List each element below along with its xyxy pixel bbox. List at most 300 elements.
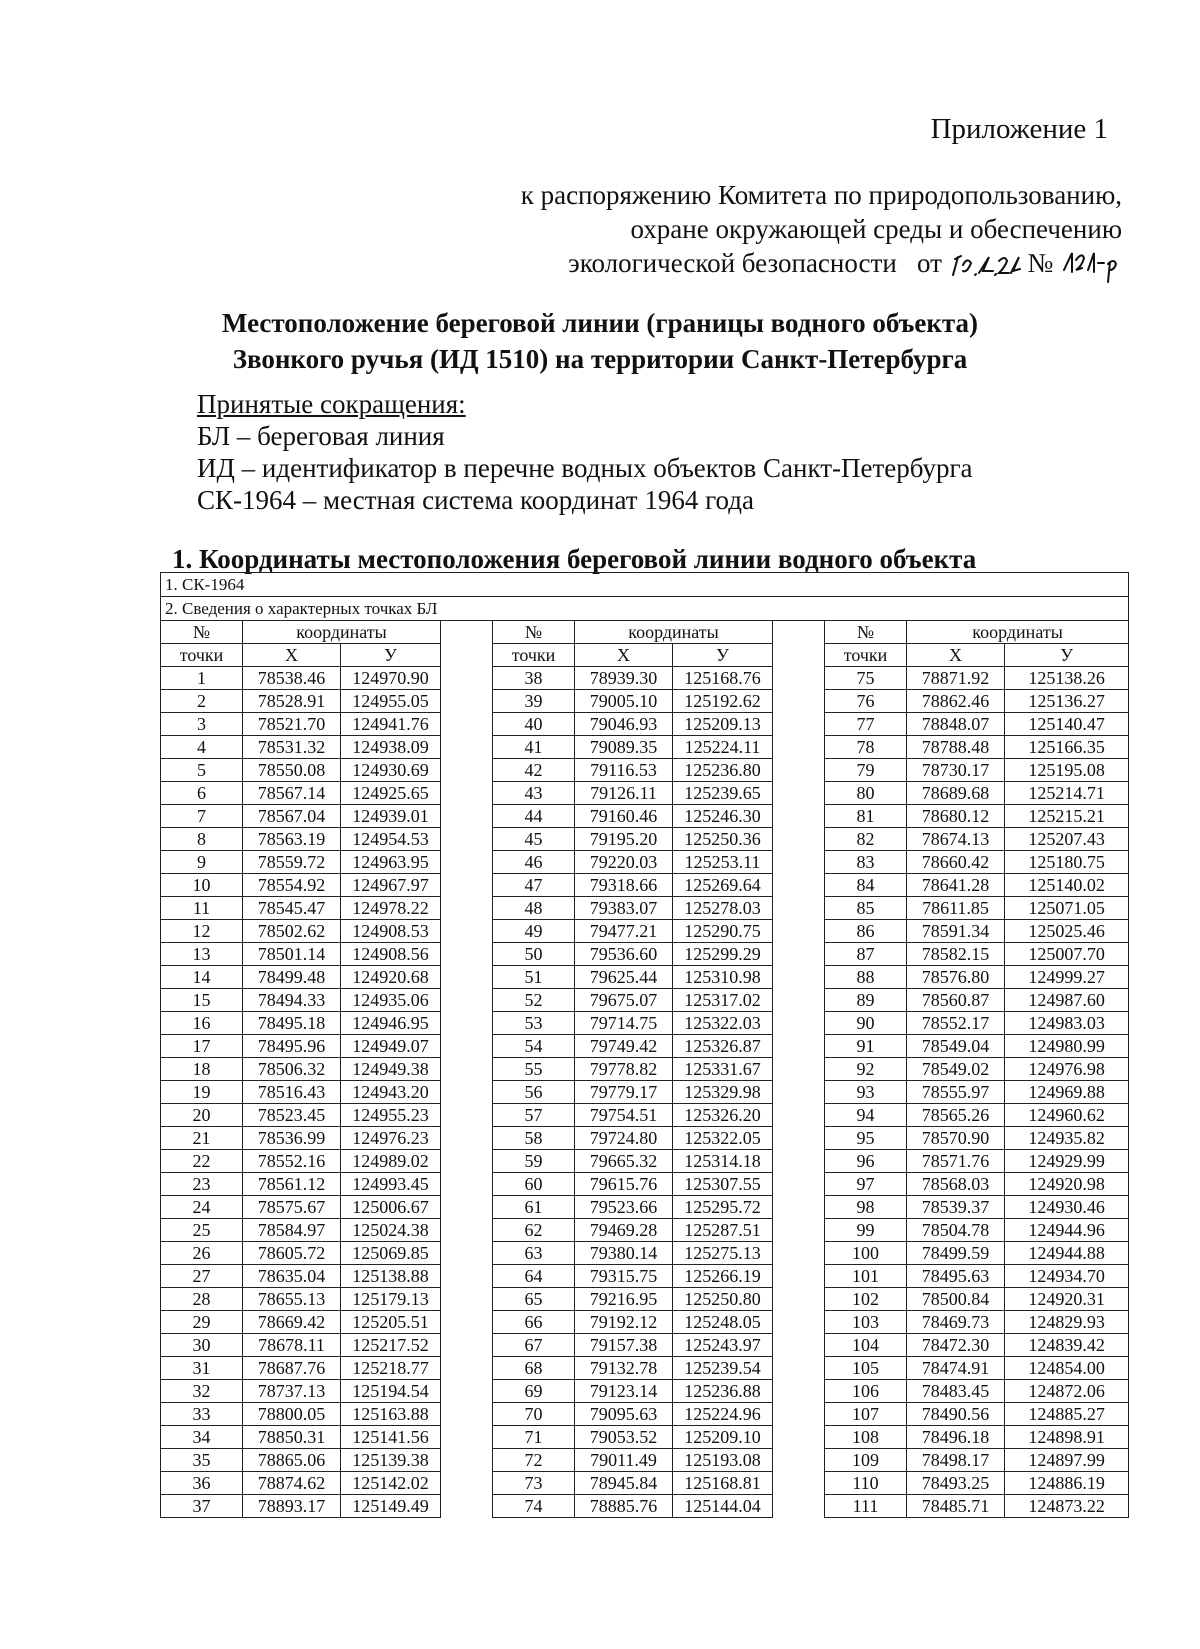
col-x: X	[575, 644, 673, 667]
column-gap	[441, 805, 493, 828]
point-number: 52	[493, 989, 575, 1012]
point-x: 78862.46	[907, 690, 1005, 713]
point-x: 78641.28	[907, 874, 1005, 897]
point-number: 82	[825, 828, 907, 851]
point-number: 32	[161, 1380, 243, 1403]
point-x: 79675.07	[575, 989, 673, 1012]
point-number: 106	[825, 1380, 907, 1403]
column-gap	[441, 736, 493, 759]
point-x: 78550.08	[243, 759, 341, 782]
table-row	[161, 828, 1129, 851]
column-gap	[773, 1426, 825, 1449]
point-number: 81	[825, 805, 907, 828]
col-y: У	[1005, 644, 1129, 667]
point-x: 78528.91	[243, 690, 341, 713]
point-y: 125266.19	[673, 1265, 773, 1288]
column-gap	[773, 1380, 825, 1403]
point-y: 124954.53	[341, 828, 441, 851]
abbreviation-item: БЛ – береговая линия	[197, 421, 445, 451]
column-gap	[441, 1058, 493, 1081]
col-point-no: №	[161, 621, 243, 644]
column-gap	[773, 851, 825, 874]
point-number: 16	[161, 1012, 243, 1035]
column-gap	[441, 1219, 493, 1242]
point-y: 125295.72	[673, 1196, 773, 1219]
point-y: 125195.08	[1005, 759, 1129, 782]
point-y: 124943.20	[341, 1081, 441, 1104]
point-number: 91	[825, 1035, 907, 1058]
table-row	[161, 1150, 1129, 1173]
point-x: 78680.12	[907, 805, 1005, 828]
column-gap	[441, 1403, 493, 1426]
point-y: 124980.99	[1005, 1035, 1129, 1058]
point-number: 37	[161, 1495, 243, 1518]
point-x: 79714.75	[575, 1012, 673, 1035]
point-y: 124949.07	[341, 1035, 441, 1058]
point-y: 124955.23	[341, 1104, 441, 1127]
point-y: 124873.22	[1005, 1495, 1129, 1518]
point-y: 125192.62	[673, 690, 773, 713]
point-x: 79383.07	[575, 897, 673, 920]
table-row	[161, 1035, 1129, 1058]
column-gap	[441, 897, 493, 920]
point-y: 124941.76	[341, 713, 441, 736]
point-y: 125307.55	[673, 1173, 773, 1196]
table-row	[161, 1472, 1129, 1495]
point-x: 78570.90	[907, 1127, 1005, 1150]
point-y: 125250.36	[673, 828, 773, 851]
point-x: 79095.63	[575, 1403, 673, 1426]
point-number: 93	[825, 1081, 907, 1104]
point-number: 101	[825, 1265, 907, 1288]
table-row	[161, 1058, 1129, 1081]
point-x: 79536.60	[575, 943, 673, 966]
point-number: 27	[161, 1265, 243, 1288]
point-y: 124987.60	[1005, 989, 1129, 1012]
point-number: 94	[825, 1104, 907, 1127]
column-gap	[773, 1127, 825, 1150]
point-number: 12	[161, 920, 243, 943]
point-y: 125214.71	[1005, 782, 1129, 805]
point-y: 124976.98	[1005, 1058, 1129, 1081]
point-number: 76	[825, 690, 907, 713]
column-gap	[773, 644, 825, 667]
point-y: 125163.88	[341, 1403, 441, 1426]
column-gap	[773, 897, 825, 920]
point-y: 125136.27	[1005, 690, 1129, 713]
point-number: 69	[493, 1380, 575, 1403]
point-y: 124978.22	[341, 897, 441, 920]
point-y: 125207.43	[1005, 828, 1129, 851]
point-y: 125218.77	[341, 1357, 441, 1380]
point-number: 56	[493, 1081, 575, 1104]
point-number: 78	[825, 736, 907, 759]
point-number: 46	[493, 851, 575, 874]
point-x: 79778.82	[575, 1058, 673, 1081]
point-y: 124949.38	[341, 1058, 441, 1081]
point-x: 78485.71	[907, 1495, 1005, 1518]
point-x: 78521.70	[243, 713, 341, 736]
point-number: 5	[161, 759, 243, 782]
column-gap	[441, 1012, 493, 1035]
column-gap	[773, 1150, 825, 1173]
point-x: 78495.96	[243, 1035, 341, 1058]
point-y: 125236.88	[673, 1380, 773, 1403]
point-y: 125205.51	[341, 1311, 441, 1334]
point-x: 79749.42	[575, 1035, 673, 1058]
point-x: 78493.25	[907, 1472, 1005, 1495]
column-gap	[441, 1472, 493, 1495]
coordinates-table	[160, 572, 1129, 1518]
point-y: 125314.18	[673, 1150, 773, 1173]
point-number: 22	[161, 1150, 243, 1173]
column-gap	[773, 1012, 825, 1035]
column-gap	[441, 874, 493, 897]
point-x: 79754.51	[575, 1104, 673, 1127]
point-y: 125239.65	[673, 782, 773, 805]
point-number: 98	[825, 1196, 907, 1219]
handwritten-number	[1060, 248, 1122, 284]
point-y: 124944.88	[1005, 1242, 1129, 1265]
point-number: 26	[161, 1242, 243, 1265]
point-x: 79192.12	[575, 1311, 673, 1334]
point-y: 124925.65	[341, 782, 441, 805]
point-x: 79779.17	[575, 1081, 673, 1104]
point-y: 124920.98	[1005, 1173, 1129, 1196]
point-y: 124885.27	[1005, 1403, 1129, 1426]
point-x: 79195.20	[575, 828, 673, 851]
table-row	[161, 1311, 1129, 1334]
point-number: 62	[493, 1219, 575, 1242]
point-number: 84	[825, 874, 907, 897]
point-x: 78474.91	[907, 1357, 1005, 1380]
point-number: 77	[825, 713, 907, 736]
point-x: 78502.62	[243, 920, 341, 943]
point-x: 78501.14	[243, 943, 341, 966]
date-prefix: от	[917, 248, 942, 278]
point-y: 125194.54	[341, 1380, 441, 1403]
point-number: 20	[161, 1104, 243, 1127]
point-x: 78555.97	[907, 1081, 1005, 1104]
point-y: 124955.05	[341, 690, 441, 713]
column-gap	[773, 782, 825, 805]
point-y: 125209.10	[673, 1426, 773, 1449]
col-coordinates: координаты	[907, 621, 1129, 644]
point-number: 58	[493, 1127, 575, 1150]
column-gap	[441, 1150, 493, 1173]
table-row	[161, 1288, 1129, 1311]
point-y: 125269.64	[673, 874, 773, 897]
point-x: 79157.38	[575, 1334, 673, 1357]
point-number: 21	[161, 1127, 243, 1150]
point-x: 78554.92	[243, 874, 341, 897]
point-y: 125179.13	[341, 1288, 441, 1311]
table-row	[161, 1357, 1129, 1380]
points-info-row: 2. Сведения о характерных точках БЛ	[161, 597, 1129, 621]
col-coordinates: координаты	[243, 621, 441, 644]
point-number: 67	[493, 1334, 575, 1357]
point-number: 33	[161, 1403, 243, 1426]
point-x: 78591.34	[907, 920, 1005, 943]
point-number: 36	[161, 1472, 243, 1495]
col-y: У	[673, 644, 773, 667]
point-x: 78539.37	[907, 1196, 1005, 1219]
point-y: 124983.03	[1005, 1012, 1129, 1035]
point-x: 78567.04	[243, 805, 341, 828]
column-gap	[773, 1058, 825, 1081]
point-y: 125329.98	[673, 1081, 773, 1104]
point-y: 124854.00	[1005, 1357, 1129, 1380]
point-y: 124935.82	[1005, 1127, 1129, 1150]
column-gap	[773, 1219, 825, 1242]
point-x: 78523.45	[243, 1104, 341, 1127]
column-gap	[773, 713, 825, 736]
point-number: 54	[493, 1035, 575, 1058]
point-number: 70	[493, 1403, 575, 1426]
point-x: 78545.47	[243, 897, 341, 920]
point-y: 124872.06	[1005, 1380, 1129, 1403]
point-x: 79315.75	[575, 1265, 673, 1288]
point-x: 79116.53	[575, 759, 673, 782]
point-number: 111	[825, 1495, 907, 1518]
point-number: 6	[161, 782, 243, 805]
point-number: 68	[493, 1357, 575, 1380]
column-gap	[773, 1288, 825, 1311]
point-number: 10	[161, 874, 243, 897]
point-y: 125217.52	[341, 1334, 441, 1357]
point-x: 78506.32	[243, 1058, 341, 1081]
column-gap	[773, 759, 825, 782]
table-row	[161, 1104, 1129, 1127]
point-number: 86	[825, 920, 907, 943]
point-y: 124934.70	[1005, 1265, 1129, 1288]
point-y: 124886.19	[1005, 1472, 1129, 1495]
point-y: 125317.02	[673, 989, 773, 1012]
table-row	[161, 713, 1129, 736]
table-row	[161, 1081, 1129, 1104]
point-number: 38	[493, 667, 575, 690]
column-gap	[441, 1288, 493, 1311]
point-y: 125236.80	[673, 759, 773, 782]
point-y: 125149.49	[341, 1495, 441, 1518]
point-y: 125168.81	[673, 1472, 773, 1495]
point-y: 125209.13	[673, 713, 773, 736]
column-gap	[773, 1472, 825, 1495]
point-y: 125025.46	[1005, 920, 1129, 943]
point-x: 78538.46	[243, 667, 341, 690]
point-number: 30	[161, 1334, 243, 1357]
point-number: 61	[493, 1196, 575, 1219]
point-x: 79724.80	[575, 1127, 673, 1150]
point-y: 125275.13	[673, 1242, 773, 1265]
point-y: 124946.95	[341, 1012, 441, 1035]
point-x: 78531.32	[243, 736, 341, 759]
column-gap	[773, 1495, 825, 1518]
point-y: 125144.04	[673, 1495, 773, 1518]
column-gap	[441, 759, 493, 782]
abbreviations-block	[197, 388, 973, 516]
column-gap	[441, 1380, 493, 1403]
point-x: 78850.31	[243, 1426, 341, 1449]
point-x: 78871.92	[907, 667, 1005, 690]
point-y: 125142.02	[341, 1472, 441, 1495]
point-x: 78561.12	[243, 1173, 341, 1196]
point-number: 97	[825, 1173, 907, 1196]
column-gap	[441, 1311, 493, 1334]
point-x: 79126.11	[575, 782, 673, 805]
point-number: 29	[161, 1311, 243, 1334]
point-x: 79380.14	[575, 1242, 673, 1265]
point-x: 79053.52	[575, 1426, 673, 1449]
point-y: 125278.03	[673, 897, 773, 920]
point-x: 79123.14	[575, 1380, 673, 1403]
point-number: 99	[825, 1219, 907, 1242]
table-row	[161, 736, 1129, 759]
point-number: 40	[493, 713, 575, 736]
point-number: 104	[825, 1334, 907, 1357]
point-x: 78472.30	[907, 1334, 1005, 1357]
point-y: 125138.88	[341, 1265, 441, 1288]
column-gap	[773, 805, 825, 828]
point-x: 78552.17	[907, 1012, 1005, 1035]
table-row	[161, 943, 1129, 966]
point-number: 87	[825, 943, 907, 966]
column-gap	[441, 1127, 493, 1150]
point-y: 124989.02	[341, 1150, 441, 1173]
point-x: 78499.48	[243, 966, 341, 989]
point-y: 125331.67	[673, 1058, 773, 1081]
point-x: 78582.15	[907, 943, 1005, 966]
column-gap	[441, 621, 493, 644]
point-number: 50	[493, 943, 575, 966]
title-line-2: Звонкого ручья (ИД 1510) на территории Санкт-Петербурга	[232, 344, 968, 374]
point-y: 124930.69	[341, 759, 441, 782]
table-row	[161, 805, 1129, 828]
point-number: 7	[161, 805, 243, 828]
point-x: 78498.17	[907, 1449, 1005, 1472]
point-x: 78516.43	[243, 1081, 341, 1104]
point-y: 124839.42	[1005, 1334, 1129, 1357]
column-gap	[773, 736, 825, 759]
point-y: 125326.87	[673, 1035, 773, 1058]
point-y: 124908.56	[341, 943, 441, 966]
column-gap	[441, 1449, 493, 1472]
point-x: 78576.80	[907, 966, 1005, 989]
column-gap	[773, 1242, 825, 1265]
table-row	[161, 782, 1129, 805]
point-x: 78611.85	[907, 897, 1005, 920]
table-row	[161, 920, 1129, 943]
point-x: 79523.66	[575, 1196, 673, 1219]
point-number: 48	[493, 897, 575, 920]
point-number: 14	[161, 966, 243, 989]
point-number: 19	[161, 1081, 243, 1104]
point-x: 78678.11	[243, 1334, 341, 1357]
point-y: 125215.21	[1005, 805, 1129, 828]
point-x: 78584.97	[243, 1219, 341, 1242]
point-number: 11	[161, 897, 243, 920]
point-number: 42	[493, 759, 575, 782]
point-number: 79	[825, 759, 907, 782]
point-y: 125243.97	[673, 1334, 773, 1357]
table-row	[161, 759, 1129, 782]
column-gap	[773, 1334, 825, 1357]
point-x: 78495.18	[243, 1012, 341, 1035]
table-row	[161, 1380, 1129, 1403]
point-x: 78567.14	[243, 782, 341, 805]
col-point-no: №	[825, 621, 907, 644]
column-gap	[773, 920, 825, 943]
point-y: 124935.06	[341, 989, 441, 1012]
column-gap	[441, 1495, 493, 1518]
point-number: 90	[825, 1012, 907, 1035]
abbreviations-heading: Принятые сокращения:	[197, 389, 466, 419]
point-x: 78800.05	[243, 1403, 341, 1426]
point-x: 79615.76	[575, 1173, 673, 1196]
number-prefix: №	[1027, 248, 1054, 278]
table-row	[161, 690, 1129, 713]
point-y: 125069.85	[341, 1242, 441, 1265]
table-row	[161, 989, 1129, 1012]
point-y: 125140.02	[1005, 874, 1129, 897]
column-gap	[441, 1035, 493, 1058]
point-number: 66	[493, 1311, 575, 1334]
point-number: 74	[493, 1495, 575, 1518]
point-x: 78669.42	[243, 1311, 341, 1334]
point-y: 125071.05	[1005, 897, 1129, 920]
point-number: 108	[825, 1426, 907, 1449]
point-x: 79318.66	[575, 874, 673, 897]
table-row	[161, 1265, 1129, 1288]
point-y: 125310.98	[673, 966, 773, 989]
point-x: 78559.72	[243, 851, 341, 874]
point-x: 78490.56	[907, 1403, 1005, 1426]
column-gap	[441, 1104, 493, 1127]
column-gap	[441, 943, 493, 966]
point-y: 124993.45	[341, 1173, 441, 1196]
col-x: X	[907, 644, 1005, 667]
column-gap	[773, 966, 825, 989]
point-y: 124920.31	[1005, 1288, 1129, 1311]
point-y: 125246.30	[673, 805, 773, 828]
point-number: 4	[161, 736, 243, 759]
point-x: 78565.26	[907, 1104, 1005, 1127]
table-row	[161, 1449, 1129, 1472]
point-number: 83	[825, 851, 907, 874]
point-y: 124999.27	[1005, 966, 1129, 989]
table-row	[161, 1495, 1129, 1518]
point-x: 78939.30	[575, 667, 673, 690]
point-number: 57	[493, 1104, 575, 1127]
point-y: 124967.97	[341, 874, 441, 897]
table-row	[161, 1196, 1129, 1219]
table-row	[161, 1426, 1129, 1449]
col-point-label: точки	[825, 644, 907, 667]
point-number: 18	[161, 1058, 243, 1081]
column-gap	[773, 828, 825, 851]
point-x: 79132.78	[575, 1357, 673, 1380]
point-y: 124898.91	[1005, 1426, 1129, 1449]
point-x: 78504.78	[907, 1219, 1005, 1242]
table-row	[161, 874, 1129, 897]
point-x: 78635.04	[243, 1265, 341, 1288]
point-y: 124938.09	[341, 736, 441, 759]
point-x: 78549.02	[907, 1058, 1005, 1081]
column-gap	[441, 851, 493, 874]
point-y: 124970.90	[341, 667, 441, 690]
column-gap	[441, 1265, 493, 1288]
point-x: 78737.13	[243, 1380, 341, 1403]
